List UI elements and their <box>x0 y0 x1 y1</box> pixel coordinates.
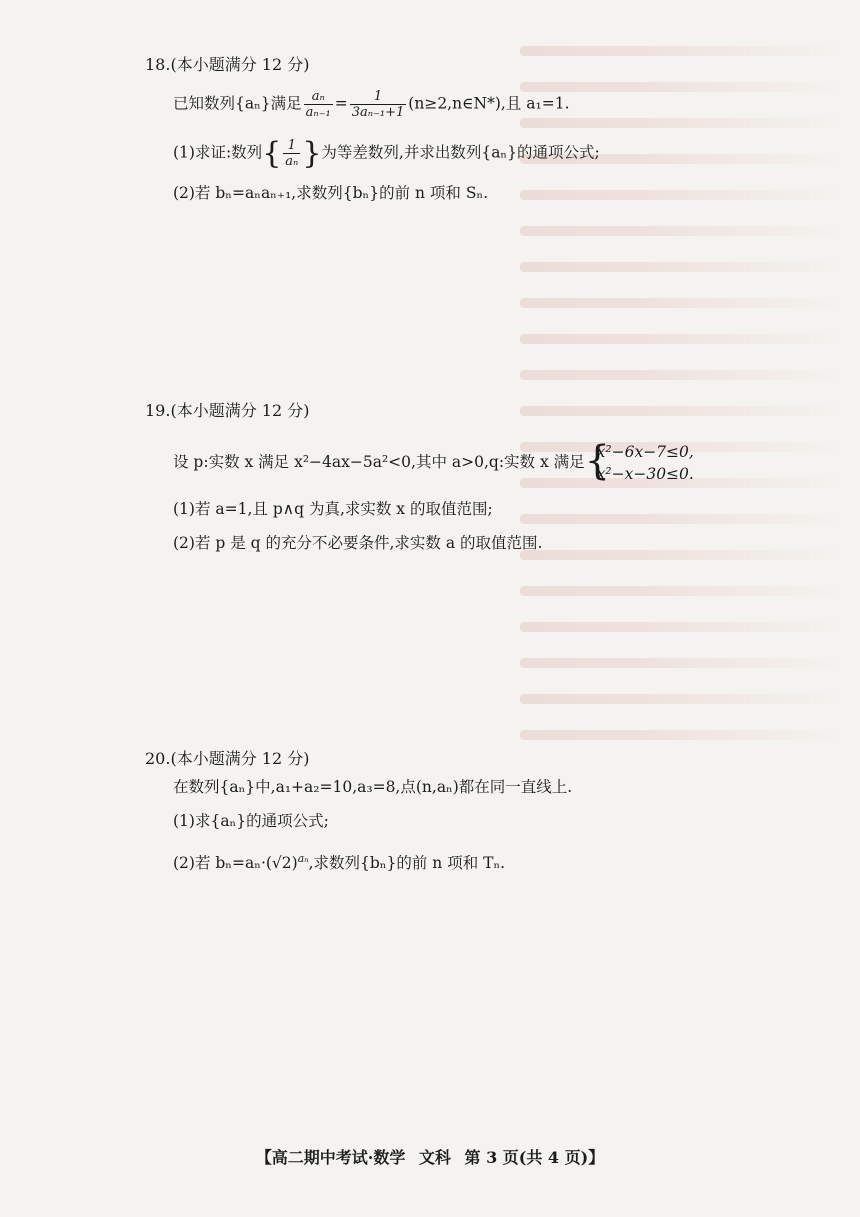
question-20 <box>145 746 745 887</box>
question-18 <box>145 52 745 217</box>
question-19-part-2: (2)若 p 是 q 的充分不必要条件,求实数 a 的取值范围. <box>173 534 543 552</box>
question-18-heading: 18.(本小题满分 12 分) <box>145 55 310 74</box>
question-18-part-1: (1)求证:数列{ $\frac{1}{\text{aₙ}}$ }为等差数列,并求出数列{aₙ}的通项公式; <box>173 135 600 171</box>
question-19-part-1: (1)若 a=1,且 p∧q 为真,求实数 x 的取值范围; <box>173 500 493 518</box>
footer-page-number: 第 3 页(共 4 页)】 <box>464 1148 605 1167</box>
question-18-part-2: (2)若 bₙ=aₙaₙ₊₁,求数列{bₙ}的前 n 项和 Sₙ. <box>173 184 489 202</box>
footer-exam-title: 【高二期中考试·数学 <box>255 1148 406 1167</box>
question-20-part-1: (1)求{aₙ}的通项公式; <box>173 812 329 830</box>
inequality-system: { x²−6x−7≤0, x²−x−30≤0. <box>584 438 694 484</box>
page-footer <box>0 1145 860 1168</box>
recurrence-fraction: $\frac{1}{\text{3aₙ₋₁+1}}$ <box>351 89 405 120</box>
ratio-fraction: $\frac{\text{aₙ}}{\text{aₙ₋₁}}$ <box>305 89 331 120</box>
question-18-stem: 已知数列{aₙ}满足 $\frac{\text{aₙ}}{\text{aₙ₋₁}}$ = $\frac{1}{\text{3aₙ₋₁+1}}$ (n≥2,n∈N*),且 a₁=1. <box>173 89 570 120</box>
footer-subject: 文科 <box>418 1148 451 1167</box>
reciprocal-fraction: $\frac{1}{\text{aₙ}}$ <box>285 138 299 169</box>
question-19 <box>145 398 745 567</box>
question-19-stem: 设 p:实数 x 满足 x²−4ax−5a²<0,其中 a>0,q:实数 x 满足 { x²−6x−7≤0, x²−x−30≤0. <box>173 438 694 484</box>
question-19-heading: 19.(本小题满分 12 分) <box>145 401 310 420</box>
question-20-heading: 20.(本小题满分 12 分) <box>145 749 310 768</box>
question-20-stem: 在数列{aₙ}中,a₁+a₂=10,a₃=8,点(n,aₙ)都在同一直线上. <box>173 778 573 796</box>
question-20-part-2: (2)若 $b_n=a_n\cdot(√2)^{a_n}$,求数列{bₙ}的前 n 项和 Tₙ. <box>173 852 506 873</box>
